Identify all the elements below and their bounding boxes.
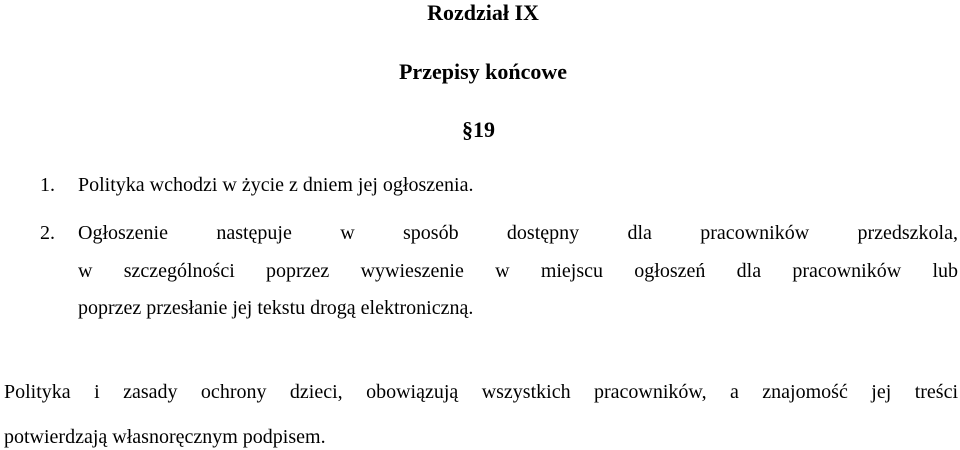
text-line: Ogłoszenie następuje w sposób dostępny dla pracowników przedszkola,: [78, 222, 958, 244]
chapter-title: Rozdział IX: [427, 0, 539, 25]
paragraph-number: §19: [462, 117, 495, 142]
list-item-number: 1.: [40, 174, 55, 196]
text-line: Polityka i zasady ochrony dzieci, obowiązują wszystkich pracowników, a znajomość jej treści: [4, 381, 958, 403]
text-line: w szczególności poprzez wywieszenie w miejscu ogłoszeń dla pracowników lub: [78, 260, 958, 282]
closing-statement: [4, 380, 958, 449]
section-title: Przepisy końcowe: [398, 59, 568, 84]
provisions-list: [40, 173, 958, 321]
list-item-text: [78, 221, 958, 321]
list-item-text: Polityka wchodzi w życie z dniem jej ogłoszenia.: [78, 174, 474, 196]
list-item: [40, 221, 958, 321]
list-item: [40, 173, 958, 197]
text-line: poprzez przesłanie jej tekstu drogą elektroniczną.: [78, 297, 474, 319]
text-line: potwierdzają własnoręcznym podpisem.: [4, 426, 326, 448]
list-item-number: 2.: [40, 222, 55, 244]
